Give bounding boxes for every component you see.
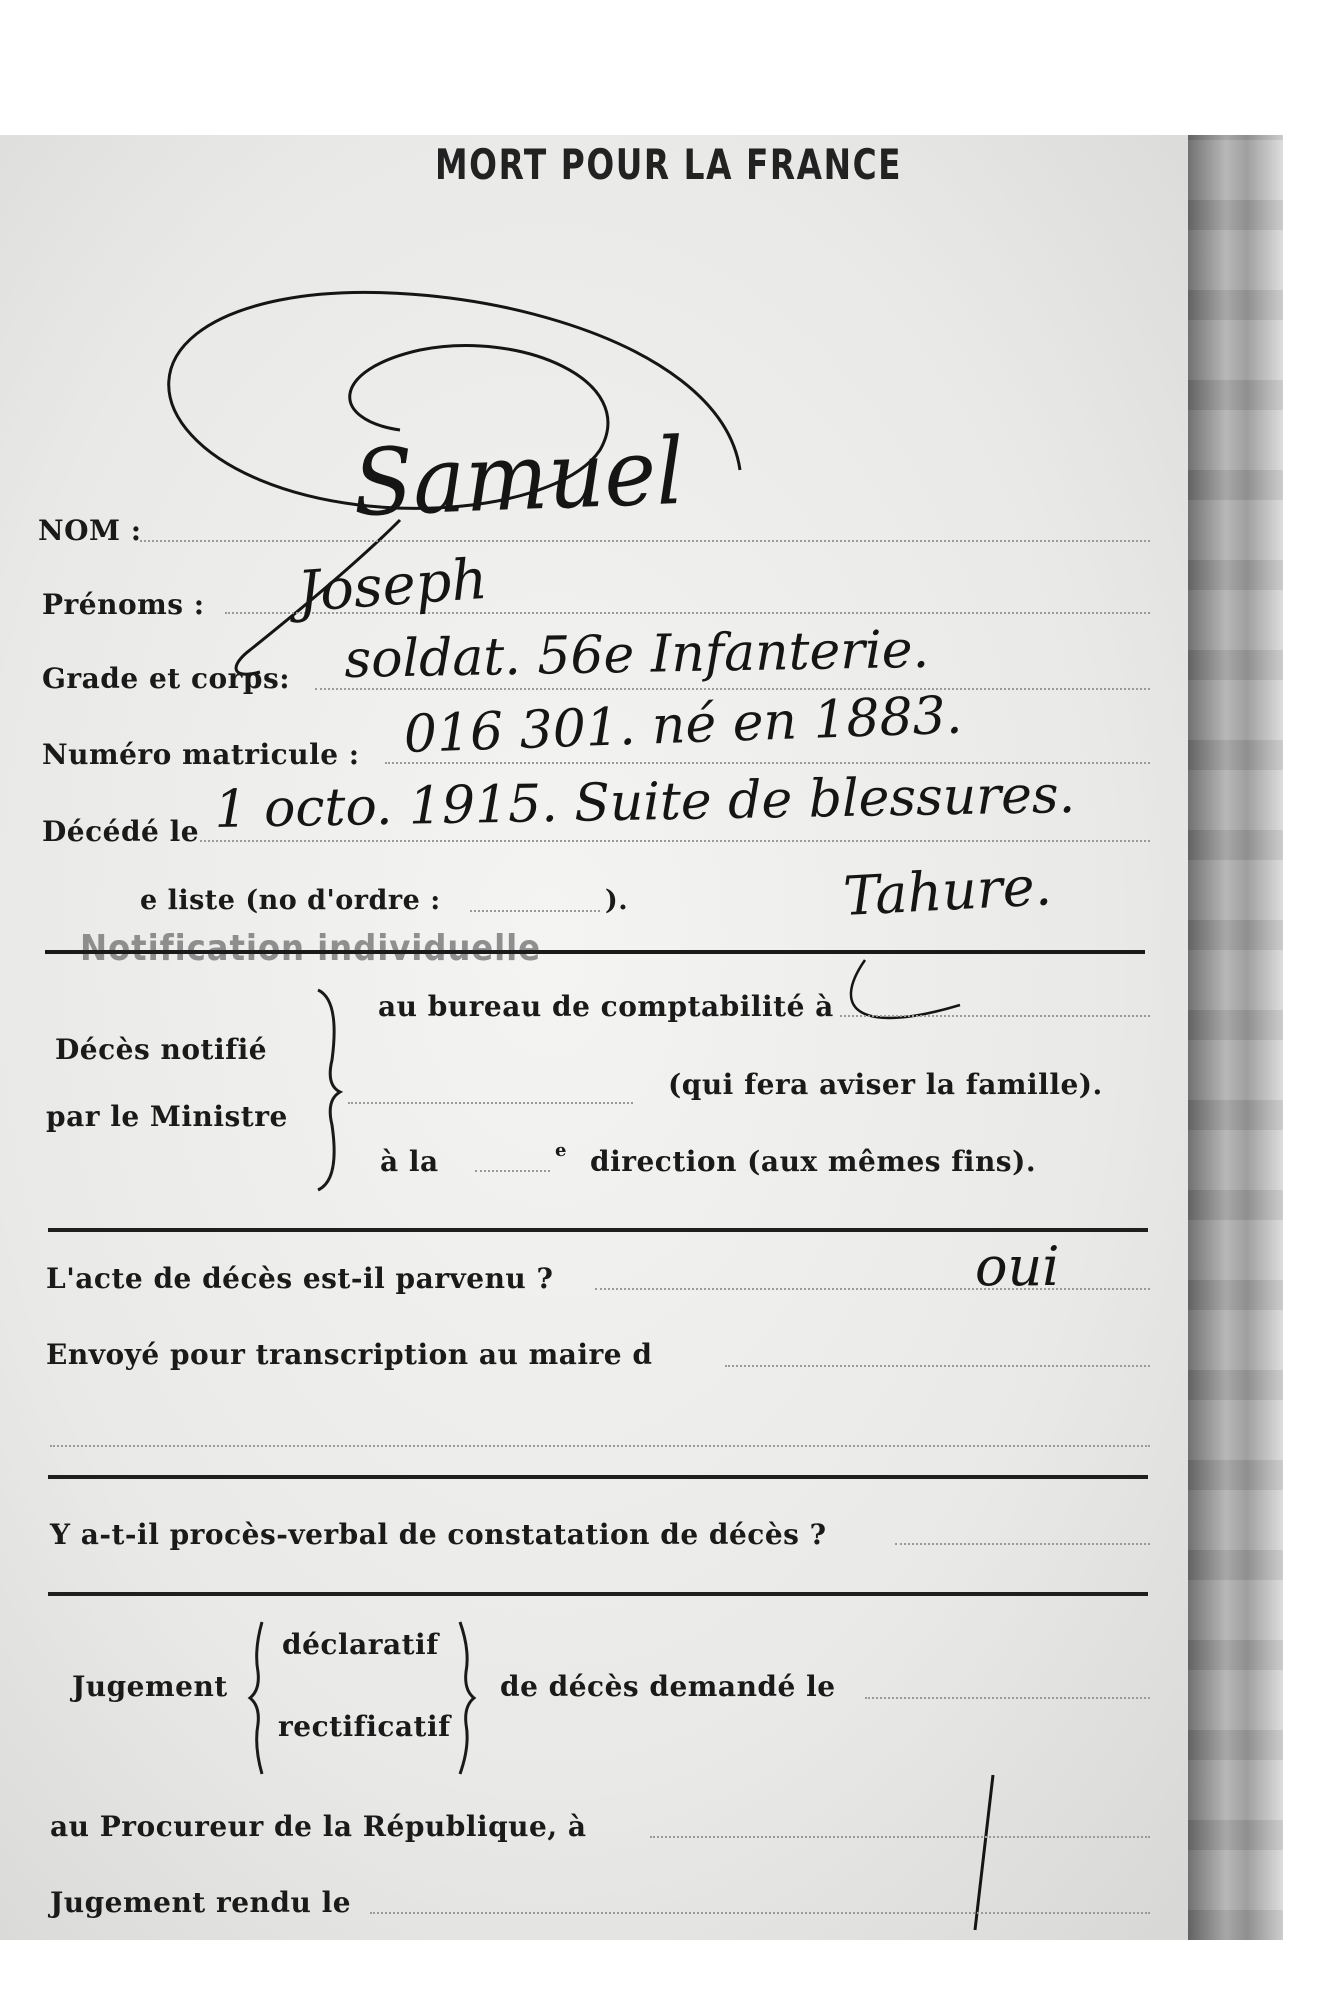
jugement-demande-line: [865, 1697, 1150, 1699]
grade-label: Grade et corps:: [42, 662, 291, 695]
par-ministre-label: par le Ministre: [46, 1100, 288, 1133]
decede-value: 1 octo. 1915. Suite de blessures.: [213, 764, 1076, 840]
nom-label: NOM :: [38, 514, 142, 547]
jugement-demande-label: de décès demandé le: [500, 1670, 836, 1703]
procureur-line: [650, 1836, 1150, 1838]
envoye-label: Envoyé pour transcription au maire d: [46, 1338, 653, 1371]
acte-parvenu-label: L'acte de décès est-il parvenu ?: [46, 1262, 554, 1295]
direction-a-label: à la: [380, 1145, 439, 1178]
jugement-label: Jugement: [72, 1670, 228, 1703]
proces-verbal-label: Y a-t-il procès-verbal de constatation de décès ?: [50, 1518, 827, 1551]
bureau-label: au bureau de comptabilité à: [378, 990, 834, 1023]
jugement-rendu-label: Jugement rendu le: [50, 1886, 352, 1919]
jugement-option-rectificatif: rectificatif: [278, 1710, 451, 1743]
direction-rest-label: direction (aux mêmes fins).: [590, 1145, 1037, 1178]
liste-close: ).: [605, 885, 629, 916]
nom-value: Samuel: [351, 417, 686, 537]
notification-stamp: Notification individuelle: [80, 928, 542, 969]
acte-parvenu-value: oui: [975, 1235, 1060, 1298]
deces-notifie-label: Décès notifié: [55, 1033, 268, 1066]
matricule-label: Numéro matricule :: [42, 738, 360, 771]
liste-label: e liste (no d'ordre :: [140, 885, 441, 916]
jugement-option-declaratif: déclaratif: [282, 1628, 439, 1661]
document-title: MORT POUR LA FRANCE: [435, 140, 903, 189]
famille-label: (qui fera aviser la famille).: [668, 1068, 1103, 1101]
grade-value: soldat. 56e Infanterie.: [343, 619, 930, 690]
prenoms-value: Joseph: [295, 546, 490, 625]
matricule-value: 016 301. né en 1883.: [402, 685, 964, 765]
direction-e-label: e: [555, 1140, 567, 1161]
decede-label: Décédé le: [42, 815, 200, 848]
prenoms-label: Prénoms :: [42, 588, 205, 621]
lieu-value: Tahure.: [841, 854, 1054, 928]
procureur-label: au Procureur de la République, à: [50, 1810, 587, 1843]
jugement-rendu-line: [370, 1912, 1150, 1914]
